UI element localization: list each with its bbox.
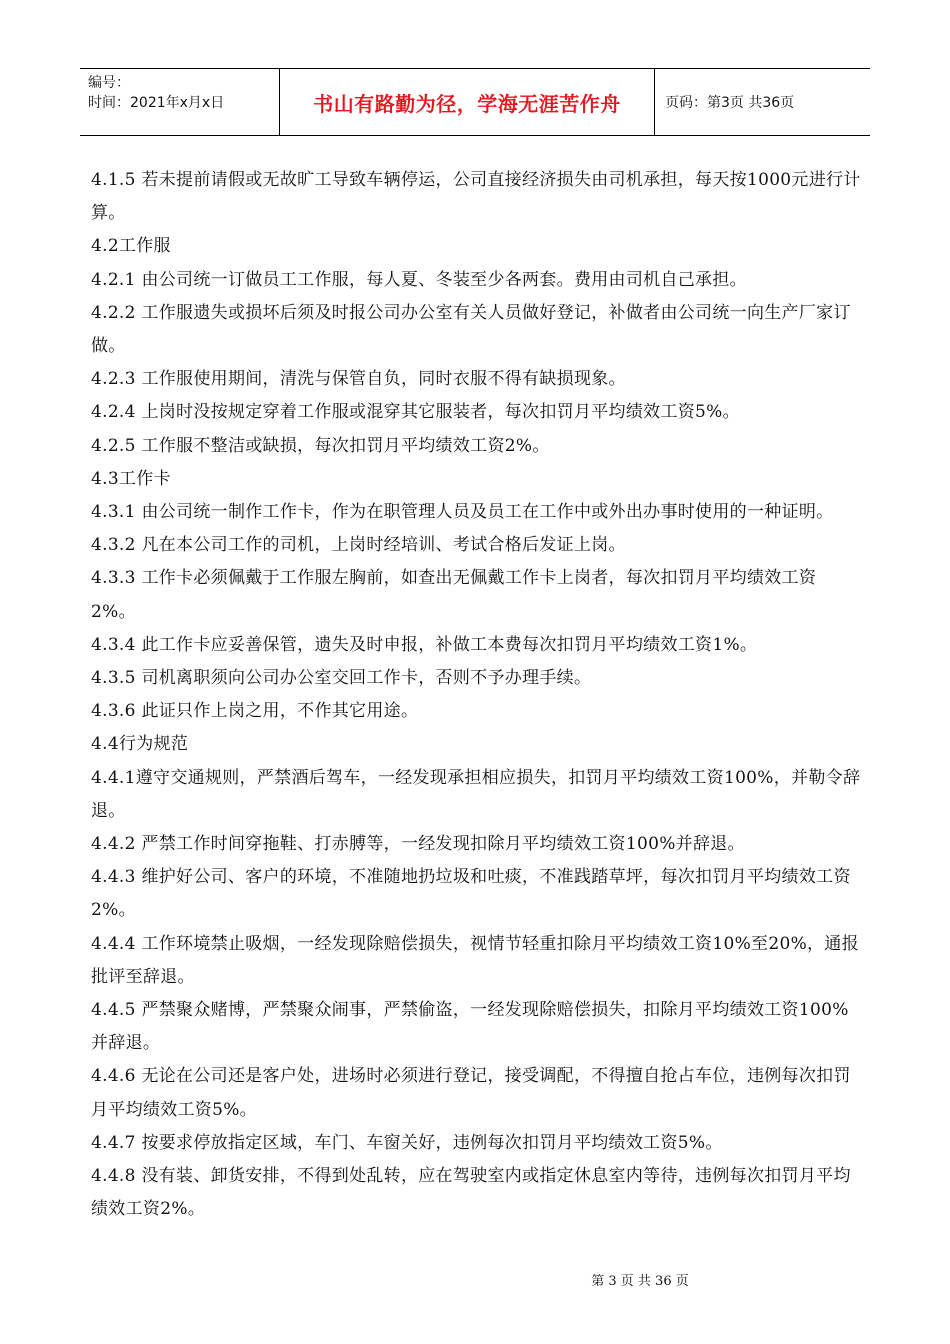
paragraph-4-1-5: 4.1.5 若未提前请假或无故旷工导致车辆停运，公司直接经济损失由司机承担，每天按1000元进行计算。 <box>91 170 861 224</box>
paragraph-4-2-5: 4.2.5 工作服不整洁或缺损，每次扣罚月平均绩效工资2%。 <box>91 435 550 456</box>
paragraph-4-4-3: 4.4.3 维护好公司、客户的环境，不准随地扔垃圾和吐痰，不准践踏草坪，每次扣罚月平均绩效工资2%。 <box>91 867 851 921</box>
paragraph-4-3-1: 4.3.1 由公司统一制作工作卡，作为在职管理人员及员工在工作中或外出办事时使用的一种证明。 <box>91 502 834 523</box>
paragraph-4-4-4: 4.4.4 工作环境禁止吸烟，一经发现除赔偿损失，视情节轻重扣除月平均绩效工资10%至20%，通报批评至辞退。 <box>91 933 859 987</box>
header-motto: 书山有路勤为径，学海无涯苦作舟 <box>280 69 655 135</box>
paragraph-4-4-6: 4.4.6 无论在公司还是客户处，进场时必须进行登记，接受调配，不得擅自抢占车位，违例每次扣罚月平均绩效工资5%。 <box>91 1066 851 1120</box>
header-page-info: 页码：第3页 共36页 <box>665 95 795 111</box>
paragraph-4-2-3: 4.2.3 工作服使用期间，清洗与保管自负，同时衣服不得有缺损现象。 <box>91 369 626 390</box>
page-header <box>80 68 870 136</box>
paragraph-4-4-7: 4.4.7 按要求停放指定区域，车门、车窗关好，违例每次扣罚月平均绩效工资5%。 <box>91 1132 723 1153</box>
doc-number-label: 编号： <box>88 75 130 91</box>
section-heading-4-4: 4.4行为规范 <box>91 734 189 755</box>
paragraph-4-3-4: 4.3.4 此工作卡应妥善保管，遗失及时申报，补做工本费每次扣罚月平均绩效工资1%。 <box>91 634 758 655</box>
section-heading-4-3: 4.3工作卡 <box>91 468 171 489</box>
paragraph-4-3-6: 4.3.6 此证只作上岗之用，不作其它用途。 <box>91 701 419 722</box>
document-body <box>91 164 861 1227</box>
page-footer: 第 3 页 共 36 页 <box>591 1274 689 1289</box>
section-heading-4-2: 4.2工作服 <box>91 236 171 257</box>
paragraph-4-2-4: 4.2.4 上岗时没按规定穿着工作服或混穿其它服装者，每次扣罚月平均绩效工资5%。 <box>91 402 740 423</box>
paragraph-4-4-5: 4.4.5 严禁聚众赌博，严禁聚众闹事，严禁偷盗，一经发现除赔偿损失，扣除月平均绩效工资100%并辞退。 <box>91 1000 849 1054</box>
header-meta <box>80 69 280 135</box>
paragraph-4-4-8: 4.4.8 没有装、卸货安排，不得到处乱转，应在驾驶室内或指定休息室内等待，违例每次扣罚月平均绩效工资2%。 <box>91 1166 851 1220</box>
paragraph-4-3-5: 4.3.5 司机离职须向公司办公室交回工作卡，否则不予办理手续。 <box>91 668 592 689</box>
paragraph-4-3-3: 4.3.3 工作卡必须佩戴于工作服左胸前，如查出无佩戴工作卡上岗者，每次扣罚月平均绩效工资2%。 <box>91 568 817 622</box>
paragraph-4-2-1: 4.2.1 由公司统一订做员工工作服，每人夏、冬装至少各两套。费用由司机自己承担。 <box>91 269 747 290</box>
doc-time-label: 时间：2021年x月x日 <box>88 95 225 111</box>
paragraph-4-2-2: 4.2.2 工作服遗失或损坏后须及时报公司办公室有关人员做好登记，补做者由公司统一向生产厂家订做。 <box>91 302 851 357</box>
paragraph-4-4-1: 4.4.1遵守交通规则，严禁酒后驾车，一经发现承担相应损失，扣罚月平均绩效工资100%，并勒令辞退。 <box>91 767 861 821</box>
paragraph-4-3-2: 4.3.2 凡在本公司工作的司机，上岗时经培训、考试合格后发证上岗。 <box>91 535 626 556</box>
paragraph-4-4-2: 4.4.2 严禁工作时间穿拖鞋、打赤膊等，一经发现扣除月平均绩效工资100%并辞退。 <box>91 834 745 855</box>
